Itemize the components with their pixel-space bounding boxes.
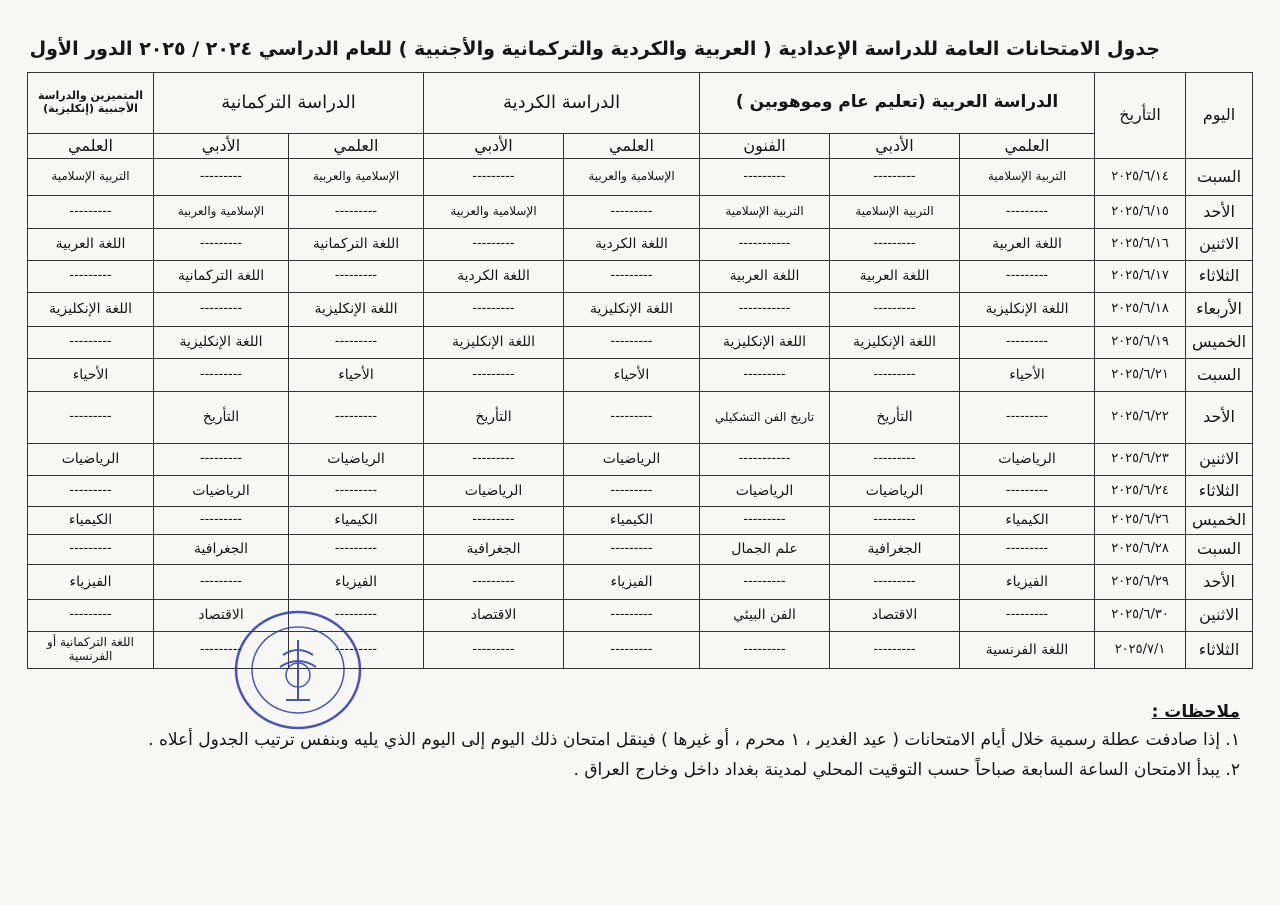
subject-cell: الجغرافية [154, 535, 289, 565]
subject-cell: تاريخ الفن التشكيلي [700, 392, 830, 444]
subject-cell: التأريخ [154, 392, 289, 444]
subject-cell: --------- [564, 261, 700, 293]
subheader-6: الأدبي [154, 134, 289, 159]
date-cell: ٢٠٢٥/٦/٢٣ [1095, 444, 1186, 476]
day-cell: السبت [1186, 359, 1253, 392]
subject-cell: --------- [830, 359, 960, 392]
subject-cell: --------- [960, 600, 1095, 632]
subject-cell: اللغة الإنكليزية [424, 327, 564, 359]
header-arabic-study: الدراسة العربية (تعليم عام وموهوبين ) [700, 73, 1095, 134]
subheader-4: الأدبي [424, 134, 564, 159]
subject-cell: --------- [830, 293, 960, 327]
subject-cell: --------- [424, 444, 564, 476]
subject-cell: الإسلامية والعربية [289, 159, 424, 196]
notes-section [30, 702, 1240, 790]
subject-cell: اللغة الإنكليزية [830, 327, 960, 359]
subject-cell: اللغة العربية [28, 229, 154, 261]
day-cell: الثلاثاء [1186, 261, 1253, 293]
subject-cell: الرياضيات [700, 476, 830, 507]
subject-cell: اللغة التركمانية [289, 229, 424, 261]
day-cell: الخميس [1186, 327, 1253, 359]
subject-cell: الاقتصاد [830, 600, 960, 632]
day-cell: الأربعاء [1186, 293, 1253, 327]
header-day: اليوم [1186, 73, 1253, 159]
header-date: التأريخ [1095, 73, 1186, 159]
subject-cell: --------- [154, 359, 289, 392]
subject-cell: التأريخ [830, 392, 960, 444]
subject-cell: --------- [28, 261, 154, 293]
date-cell: ٢٠٢٥/٦/١٤ [1095, 159, 1186, 196]
subject-cell: --------- [564, 632, 700, 669]
subject-cell: --------- [289, 327, 424, 359]
subject-cell: --------- [700, 632, 830, 669]
header-turkmen-study: الدراسة التركمانية [154, 73, 424, 134]
subject-cell: --------- [564, 600, 700, 632]
table-row [28, 229, 1253, 261]
note-item-1: ١. إذا صادفت عطلة رسمية خلال أيام الامتحانات ( عيد الغدير ، ١ محرم ، أو غيرها ) فينقل امتحان ذلك اليوم إلى اليوم الذي يليه وبنفس ترتيب الجدول أعلاه . [148, 730, 1240, 750]
subheader-7: العلمي [28, 134, 154, 159]
subject-cell: التربية الإسلامية [830, 196, 960, 229]
notes-heading: ملاحظات : [1151, 702, 1240, 722]
subject-cell: --------- [564, 392, 700, 444]
subject-cell: --------- [154, 293, 289, 327]
header-kurdish-study: الدراسة الكردية [424, 73, 700, 134]
subheader-0: العلمي [960, 134, 1095, 159]
table-row [28, 632, 1253, 669]
subject-cell: الفن البيئي [700, 600, 830, 632]
subject-cell: التربية الإسلامية [960, 159, 1095, 196]
subject-cell: --------- [289, 392, 424, 444]
subject-cell: --------- [424, 359, 564, 392]
subject-cell: الاقتصاد [154, 600, 289, 632]
subject-cell: التربية الإسلامية [700, 196, 830, 229]
subject-cell: --------- [700, 507, 830, 535]
subject-cell: --------- [28, 327, 154, 359]
subject-cell: الإسلامية والعربية [154, 196, 289, 229]
subject-cell: التربية الإسلامية [28, 159, 154, 196]
subheader-3: العلمي [564, 134, 700, 159]
table-row [28, 600, 1253, 632]
date-cell: ٢٠٢٥/٦/١٦ [1095, 229, 1186, 261]
subject-cell: الفيزياء [960, 565, 1095, 600]
subject-cell: --------- [424, 229, 564, 261]
subject-cell: --------- [700, 565, 830, 600]
date-cell: ٢٠٢٥/٦/١٧ [1095, 261, 1186, 293]
subject-cell: --------- [424, 632, 564, 669]
subheader-5: العلمي [289, 134, 424, 159]
subject-cell: الجغرافية [424, 535, 564, 565]
subject-cell: --------- [564, 196, 700, 229]
subject-cell: اللغة الإنكليزية [960, 293, 1095, 327]
table-row [28, 565, 1253, 600]
subject-cell: --------- [289, 535, 424, 565]
subject-cell: التأريخ [424, 392, 564, 444]
subject-cell: --------- [830, 159, 960, 196]
table-row [28, 507, 1253, 535]
subject-cell: --------- [154, 565, 289, 600]
subject-cell: --------- [424, 507, 564, 535]
date-cell: ٢٠٢٥/٦/٢٨ [1095, 535, 1186, 565]
subject-cell: --------- [154, 444, 289, 476]
subject-cell: الرياضيات [424, 476, 564, 507]
subject-cell: --------- [700, 159, 830, 196]
subheader-2: الفنون [700, 134, 830, 159]
date-cell: ٢٠٢٥/٦/١٥ [1095, 196, 1186, 229]
subject-cell: --------- [564, 327, 700, 359]
day-cell: الاثنين [1186, 444, 1253, 476]
subject-cell: --------- [154, 507, 289, 535]
subject-cell: الكيمياء [28, 507, 154, 535]
table-row [28, 261, 1253, 293]
subject-cell: الفيزياء [28, 565, 154, 600]
subject-cell: اللغة الإنكليزية [289, 293, 424, 327]
subject-cell: اللغة الكردية [564, 229, 700, 261]
subject-cell: --------- [960, 476, 1095, 507]
subject-cell: --------- [960, 196, 1095, 229]
table-row [28, 159, 1253, 196]
page-title: جدول الامتحانات العامة للدراسة الإعدادية ( العربية والكردية والتركمانية والأجنبية ) للعام الدراسي ٢٠٢٤ / ٢٠٢٥ الدور الأول [29, 38, 1160, 60]
date-cell: ٢٠٢٥/٧/١ [1095, 632, 1186, 669]
subject-cell: اللغة الإنكليزية [154, 327, 289, 359]
subject-cell: --------- [960, 535, 1095, 565]
subject-cell: --------- [289, 261, 424, 293]
subject-cell: --------- [564, 535, 700, 565]
table-row [28, 535, 1253, 565]
subject-cell: --------- [424, 293, 564, 327]
subject-cell: --------- [154, 632, 289, 669]
subject-cell: اللغة العربية [700, 261, 830, 293]
day-cell: الاثنين [1186, 600, 1253, 632]
date-cell: ٢٠٢٥/٦/١٨ [1095, 293, 1186, 327]
subject-cell: الرياضيات [154, 476, 289, 507]
table-row [28, 293, 1253, 327]
subject-cell: الأحياء [564, 359, 700, 392]
subject-cell: الاقتصاد [424, 600, 564, 632]
table-row [28, 444, 1253, 476]
date-cell: ٢٠٢٥/٦/٢٢ [1095, 392, 1186, 444]
subject-cell: --------- [564, 476, 700, 507]
table-row [28, 359, 1253, 392]
table-row [28, 392, 1253, 444]
subject-cell: --------- [28, 392, 154, 444]
subject-cell: --------- [289, 476, 424, 507]
subject-cell: اللغة الإنكليزية [700, 327, 830, 359]
subject-cell: الفيزياء [289, 565, 424, 600]
subject-cell: --------- [289, 632, 424, 669]
subject-cell: --------- [289, 600, 424, 632]
subject-cell: --------- [830, 632, 960, 669]
header-foreign-study: المتميزين والدراسة الأجنبية (إنكليزية) [28, 73, 154, 134]
subject-cell: --------- [424, 565, 564, 600]
table-row [28, 196, 1253, 229]
day-cell: الأحد [1186, 392, 1253, 444]
day-cell: السبت [1186, 535, 1253, 565]
subject-cell: اللغة العربية [830, 261, 960, 293]
subject-cell: اللغة الإنكليزية [28, 293, 154, 327]
subject-cell: الأحياء [289, 359, 424, 392]
subject-cell: اللغة الإنكليزية [564, 293, 700, 327]
subject-cell: الجغرافية [830, 535, 960, 565]
subject-cell: الرياضيات [28, 444, 154, 476]
date-cell: ٢٠٢٥/٦/١٩ [1095, 327, 1186, 359]
date-cell: ٢٠٢٥/٦/٢٦ [1095, 507, 1186, 535]
subject-cell: الإسلامية والعربية [564, 159, 700, 196]
subject-cell: اللغة التركمانية أو الفرنسية [28, 632, 154, 669]
subject-cell: --------- [424, 159, 564, 196]
subject-cell: اللغة الفرنسية [960, 632, 1095, 669]
subject-cell: اللغة الكردية [424, 261, 564, 293]
subject-cell: --------- [154, 229, 289, 261]
subject-cell: الرياضيات [289, 444, 424, 476]
exam-schedule-table [27, 72, 1253, 669]
date-cell: ٢٠٢٥/٦/٣٠ [1095, 600, 1186, 632]
day-cell: السبت [1186, 159, 1253, 196]
subject-cell: --------- [700, 359, 830, 392]
subject-cell: --------- [28, 535, 154, 565]
subject-cell: --------- [830, 444, 960, 476]
subject-cell: الرياضيات [960, 444, 1095, 476]
subject-cell: --------- [830, 507, 960, 535]
subject-cell: الكيمياء [960, 507, 1095, 535]
subject-cell: الرياضيات [830, 476, 960, 507]
subject-cell: الفيزياء [564, 565, 700, 600]
subject-cell: الكيمياء [564, 507, 700, 535]
day-cell: الأحد [1186, 565, 1253, 600]
day-cell: الثلاثاء [1186, 632, 1253, 669]
subject-cell: ----------- [700, 229, 830, 261]
subject-cell: الأحياء [960, 359, 1095, 392]
subject-cell: علم الجمال [700, 535, 830, 565]
subject-cell: --------- [960, 327, 1095, 359]
subject-cell: ----------- [700, 444, 830, 476]
subject-cell: ----------- [700, 293, 830, 327]
date-cell: ٢٠٢٥/٦/٢١ [1095, 359, 1186, 392]
subject-cell: اللغة العربية [960, 229, 1095, 261]
table-row [28, 476, 1253, 507]
subject-cell: الكيمياء [289, 507, 424, 535]
subject-cell: --------- [830, 229, 960, 261]
date-cell: ٢٠٢٥/٦/٢٤ [1095, 476, 1186, 507]
subject-cell: الأحياء [28, 359, 154, 392]
subject-cell: --------- [960, 392, 1095, 444]
subject-cell: الإسلامية والعربية [424, 196, 564, 229]
subject-cell: الرياضيات [564, 444, 700, 476]
day-cell: الخميس [1186, 507, 1253, 535]
date-cell: ٢٠٢٥/٦/٢٩ [1095, 565, 1186, 600]
subject-cell: --------- [28, 600, 154, 632]
subject-cell: --------- [830, 565, 960, 600]
day-cell: الاثنين [1186, 229, 1253, 261]
subject-cell: --------- [960, 261, 1095, 293]
subject-cell: --------- [289, 196, 424, 229]
subject-cell: اللغة التركمانية [154, 261, 289, 293]
table-row [28, 327, 1253, 359]
day-cell: الأحد [1186, 196, 1253, 229]
day-cell: الثلاثاء [1186, 476, 1253, 507]
note-item-2: ٢. يبدأ الامتحان الساعة السابعة صباحاً حسب التوقيت المحلي لمدينة بغداد داخل وخارج العراق . [573, 760, 1240, 780]
subject-cell: --------- [28, 196, 154, 229]
subject-cell: --------- [154, 159, 289, 196]
subheader-1: الأدبي [830, 134, 960, 159]
subject-cell: --------- [28, 476, 154, 507]
